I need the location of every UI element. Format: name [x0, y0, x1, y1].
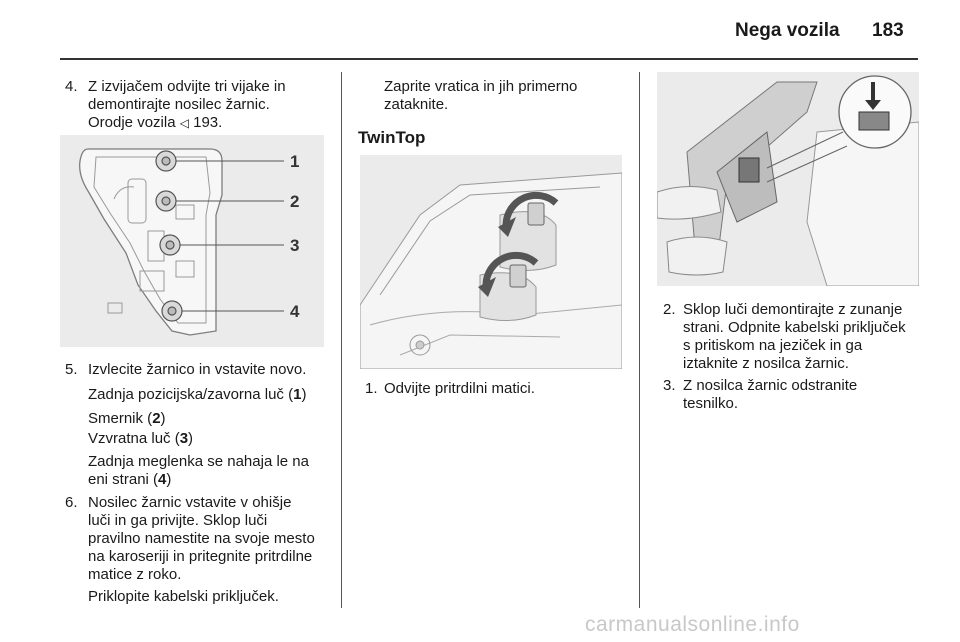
continuation-line-1: Zaprite vratica in jih primerno — [384, 78, 578, 95]
callout-4: 4 — [290, 302, 300, 321]
lamp-removal-illustration — [657, 72, 919, 286]
bulb-item-4-number: 4 — [158, 471, 167, 488]
bulb-item-1 — [88, 386, 306, 404]
step-3-number: 3. — [663, 377, 676, 394]
continuation-line-2: zataknite. — [384, 96, 449, 113]
watermark: carmanualsonline.info — [585, 613, 800, 636]
page-number: 183 — [872, 20, 904, 41]
bulb-item-3-close: ) — [188, 430, 194, 447]
step-6-line-5: matice z roko. — [88, 566, 182, 583]
header-rule — [60, 58, 918, 60]
bulb-item-3-number: 3 — [179, 430, 189, 447]
step-2-line-1: Sklop luči demontirajte z zunanje — [683, 301, 903, 318]
section-title: Nega vozila — [735, 20, 840, 41]
bulb-item-4-text: eni strani ( — [88, 471, 159, 488]
twintop-step-1-text: Odvijte pritrdilni matici. — [384, 380, 535, 397]
step-6-number: 6. — [65, 494, 78, 511]
step-6-line-4: na karoseriji in pritegnite pritrdilne — [88, 548, 313, 565]
reference-arrow-icon[interactable]: ◁ — [179, 116, 189, 130]
bulb-item-4-line-2 — [88, 471, 171, 489]
bulb-item-2 — [88, 410, 166, 428]
bulb-item-3-text: Vzvratna luč ( — [88, 430, 180, 447]
step-2-line-4: iztaknite z nosilca žarnic. — [683, 355, 849, 372]
bulb-item-2-number: 2 — [152, 410, 161, 427]
bulb-item-2-close: ) — [160, 410, 166, 427]
step-5-number: 5. — [65, 361, 78, 378]
twintop-step-1-number: 1. — [365, 380, 378, 397]
step-5-line-1: Izvlecite žarnico in vstavite novo. — [88, 361, 307, 378]
callout-2: 2 — [290, 192, 300, 211]
step-6-line-2: luči in ga privijte. Sklop luči — [88, 512, 268, 529]
step-2-line-2: strani. Odpnite kabelski priključek — [683, 319, 906, 336]
bulb-item-1-number: 1 — [293, 386, 302, 403]
step-4-ref-text: Orodje vozila — [88, 114, 180, 131]
step-4-number: 4. — [65, 78, 78, 95]
step-2-line-3: s pritiskom na jeziček in ga — [683, 337, 863, 354]
step-4-ref-page: 193. — [188, 114, 223, 131]
step-4-line-3 — [88, 114, 222, 132]
bulb-item-1-text: Zadnja pozicijska/zavorna luč ( — [88, 386, 294, 403]
bulb-item-2-text: Smernik ( — [88, 410, 153, 427]
step-6-line-1: Nosilec žarnic vstavite v ohišje — [88, 494, 292, 511]
column-divider-1 — [341, 72, 342, 608]
step-6-line-3: pravilno namestite na svoje mesto — [88, 530, 315, 547]
step-4-line-1: Z izvijačem odvijte tri vijake in — [88, 78, 286, 95]
callout-1: 1 — [290, 152, 300, 171]
bulb-item-4-line-1: Zadnja meglenka se nahaja le na — [88, 453, 309, 470]
step-6-line-6: Priklopite kabelski priključek. — [88, 588, 279, 605]
step-4-line-2: demontirajte nosilec žarnic. — [88, 96, 270, 113]
twintop-heading: TwinTop — [358, 128, 426, 147]
step-3-line-2: tesnilko. — [683, 395, 739, 412]
bulb-holder-illustration — [60, 135, 324, 347]
bulb-item-1-close: ) — [301, 386, 307, 403]
twintop-nuts-illustration — [360, 155, 622, 369]
callout-3: 3 — [290, 236, 300, 255]
bulb-item-4-close: ) — [166, 471, 172, 488]
bulb-item-3 — [88, 430, 193, 448]
step-2-number: 2. — [663, 301, 676, 318]
step-3-line-1: Z nosilca žarnic odstranite — [683, 377, 858, 394]
column-divider-2 — [639, 72, 640, 608]
